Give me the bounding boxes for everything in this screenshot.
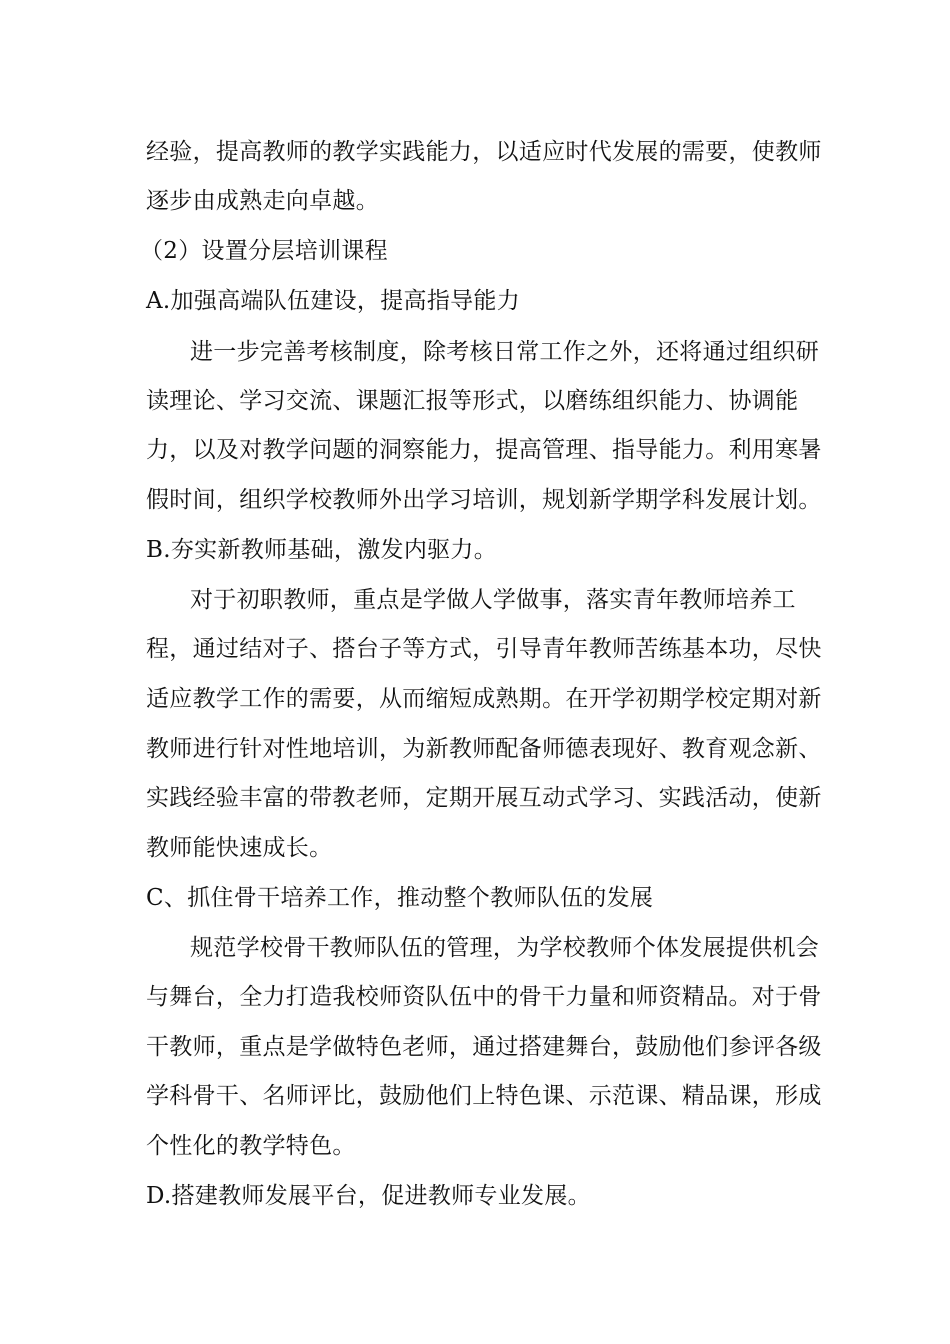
paragraph-line: 读理论、学习交流、课题汇报等形式，以磨练组织能力、协调能	[146, 388, 799, 414]
section-heading: （2）设置分层培训课程	[140, 238, 388, 264]
paragraph-line: 经验，提高教师的教学实践能力，以适应时代发展的需要，使教师	[146, 139, 822, 165]
subsection-heading: A.加强高端队伍建设，提高指导能力	[146, 288, 521, 314]
paragraph-line: 干教师，重点是学做特色老师，通过搭建舞台，鼓励他们参评各级	[146, 1034, 822, 1060]
paragraph-line: 个性化的教学特色。	[146, 1133, 356, 1159]
paragraph-line: 程，通过结对子、搭台子等方式，引导青年教师苦练基本功，尽快	[146, 636, 822, 662]
paragraph-line: 与舞台，全力打造我校师资队伍中的骨干力量和师资精品。对于骨	[146, 984, 822, 1010]
paragraph-line: 进一步完善考核制度，除考核日常工作之外，还将通过组织研	[190, 339, 820, 365]
paragraph-line: 适应教学工作的需要，从而缩短成熟期。在开学初期学校定期对新	[146, 686, 822, 712]
paragraph-line: 力，以及对教学问题的洞察能力，提高管理、指导能力。利用寒暑	[146, 437, 822, 463]
paragraph-line: 教师进行针对性地培训，为新教师配备师德表现好、教育观念新、	[146, 736, 822, 762]
paragraph-line: 学科骨干、名师评比，鼓励他们上特色课、示范课、精品课，形成	[146, 1083, 822, 1109]
subsection-heading: B.夯实新教师基础，激发内驱力。	[146, 537, 498, 563]
paragraph-line: 对于初职教师，重点是学做人学做事，落实青年教师培养工	[190, 587, 796, 613]
paragraph-line: 规范学校骨干教师队伍的管理，为学校教师个体发展提供机会	[190, 935, 820, 961]
paragraph-line: 假时间，组织学校教师外出学习培训，规划新学期学科发展计划。	[146, 487, 822, 513]
subsection-heading: C、抓住骨干培养工作，推动整个教师队伍的发展	[146, 885, 654, 911]
subsection-heading: D.搭建教师发展平台，促进教师专业发展。	[146, 1183, 591, 1209]
paragraph-line: 教师能快速成长。	[146, 835, 333, 861]
paragraph-line: 逐步由成熟走向卓越。	[146, 188, 379, 214]
paragraph-line: 实践经验丰富的带教老师，定期开展互动式学习、实践活动，使新	[146, 785, 822, 811]
